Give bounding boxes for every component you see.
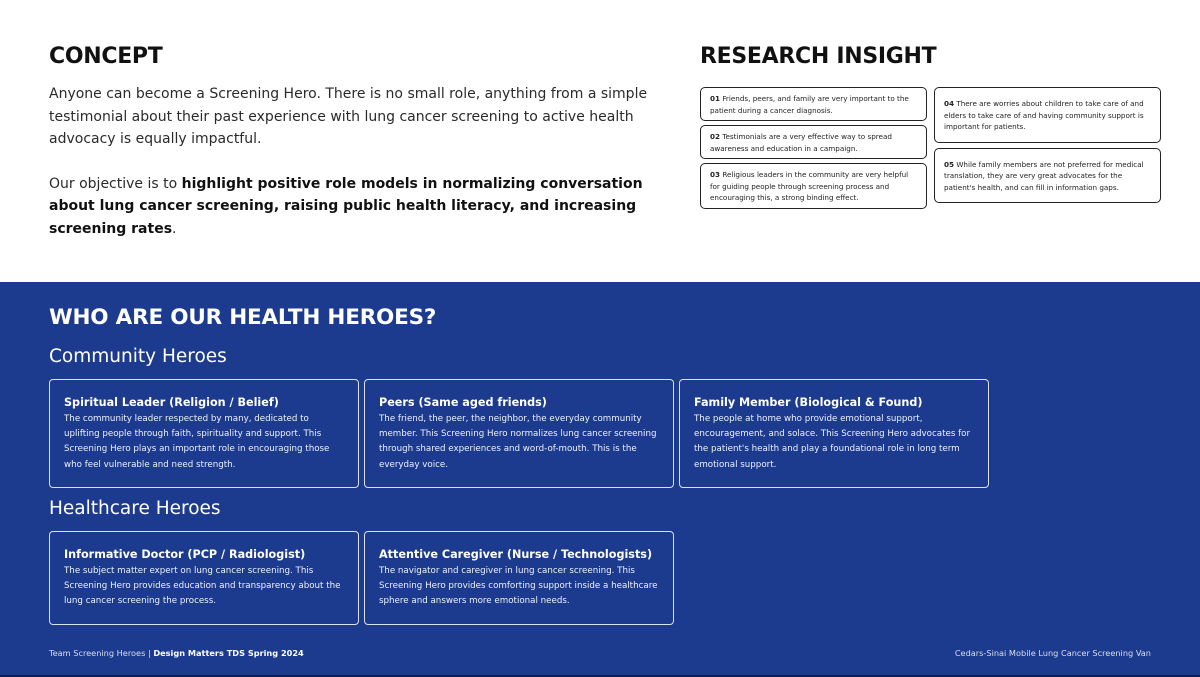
objective-suffix: . [172, 220, 177, 237]
hero-card-description: The community leader respected by many, dedicated to uplifting people through faith, spirituality and support. This Screening Hero plays an important role in encouraging those who feel vulnerable and need strength. [64, 414, 330, 470]
hero-card-peers [364, 379, 674, 488]
insight-card-01 [700, 87, 927, 121]
hero-card-description: The friend, the peer, the neighbor, the everyday community member. This Screening Hero normalizes lung cancer screening through shared experiences and word-of-mouth. This is the everyday voice. [379, 414, 657, 470]
footer-team-credit [49, 648, 304, 658]
health-heroes-section [0, 282, 1200, 677]
insight-number: 04 [944, 99, 955, 108]
concept-paragraph: Anyone can become a Screening Hero. There is no small role, anything from a simple testimonial about their past experience with lung cancer screening to active health advocacy is equally impactful. [49, 86, 648, 147]
heroes-title: WHO ARE OUR HEALTH HEROES? [49, 305, 437, 330]
insight-text: Testimonials are a very effective way to spread awareness and education in a campaign. [710, 132, 892, 153]
insight-title: RESEARCH INSIGHT [700, 44, 937, 69]
top-section [0, 0, 1200, 282]
insight-text: While family members are not preferred for medical translation, they are very great advocates for the patient's health, and can fill in information gaps. [944, 159, 1144, 192]
objective-prefix: Our objective is to [49, 175, 182, 192]
insight-number: 02 [710, 132, 721, 141]
hero-card-title: Spiritual Leader (Religion / Belief) [64, 396, 279, 409]
hero-card-description: The navigator and caregiver in lung cancer screening. This Screening Hero provides comforting support inside a healthcare sphere and answers more emotional needs. [379, 566, 658, 607]
insight-number: 01 [710, 94, 721, 103]
hero-card-title: Attentive Caregiver (Nurse / Technologists) [379, 548, 653, 561]
footer-team: Team Screening Heroes | [49, 648, 154, 658]
insight-card-02 [700, 125, 927, 159]
objective-highlight: highlight positive role models in normalizing conversation about lung cancer screening, raising public health literacy, and increasing screening rates [49, 175, 643, 237]
insight-text: There are worries about children to take care of and elders to take care of and having community support is important for patients. [944, 99, 1144, 131]
insight-text: Friends, peers, and family are very important to the patient during a cancer diagnosis. [710, 94, 909, 115]
insight-column-left [700, 87, 927, 209]
hero-card-title: Peers (Same aged friends) [379, 396, 547, 409]
research-insight-block [700, 44, 1162, 202]
healthcare-heroes-heading: Healthcare Heroes [49, 498, 221, 519]
insight-number: 03 [710, 170, 721, 179]
hero-card-title: Family Member (Biological & Found) [694, 396, 923, 409]
hero-card-informative-doctor [49, 531, 359, 625]
hero-card-attentive-caregiver [364, 531, 674, 625]
hero-card-spiritual-leader [49, 379, 359, 488]
community-heroes-heading: Community Heroes [49, 346, 227, 367]
footer-project-name: Cedars-Sinai Mobile Lung Cancer Screening Van [954, 648, 1151, 658]
insight-number: 05 [944, 159, 955, 169]
insight-column-right [934, 87, 1161, 203]
insight-card-03 [700, 163, 927, 209]
hero-card-description: The people at home who provide emotional support, encouragement, and solace. This Screening Hero advocates for the patient's health and play a foundational role in long term emotional support. [694, 414, 971, 470]
insight-card-05 [934, 148, 1161, 204]
concept-block [49, 44, 659, 240]
objective-paragraph [49, 173, 659, 241]
insight-text: Religious leaders in the community are very helpful for guiding people through screening process and encouraging this, a strong binding effect. [710, 170, 909, 202]
insight-card-04 [934, 87, 1161, 143]
hero-card-title: Informative Doctor (PCP / Radiologist) [64, 548, 306, 561]
hero-card-description: The subject matter expert on lung cancer screening. This Screening Hero provides education and transparency about the lung cancer screening the process. [64, 566, 341, 607]
hero-card-family-member [679, 379, 989, 488]
footer-course: Design Matters TDS Spring 2024 [153, 648, 304, 658]
concept-title: CONCEPT [49, 44, 163, 69]
